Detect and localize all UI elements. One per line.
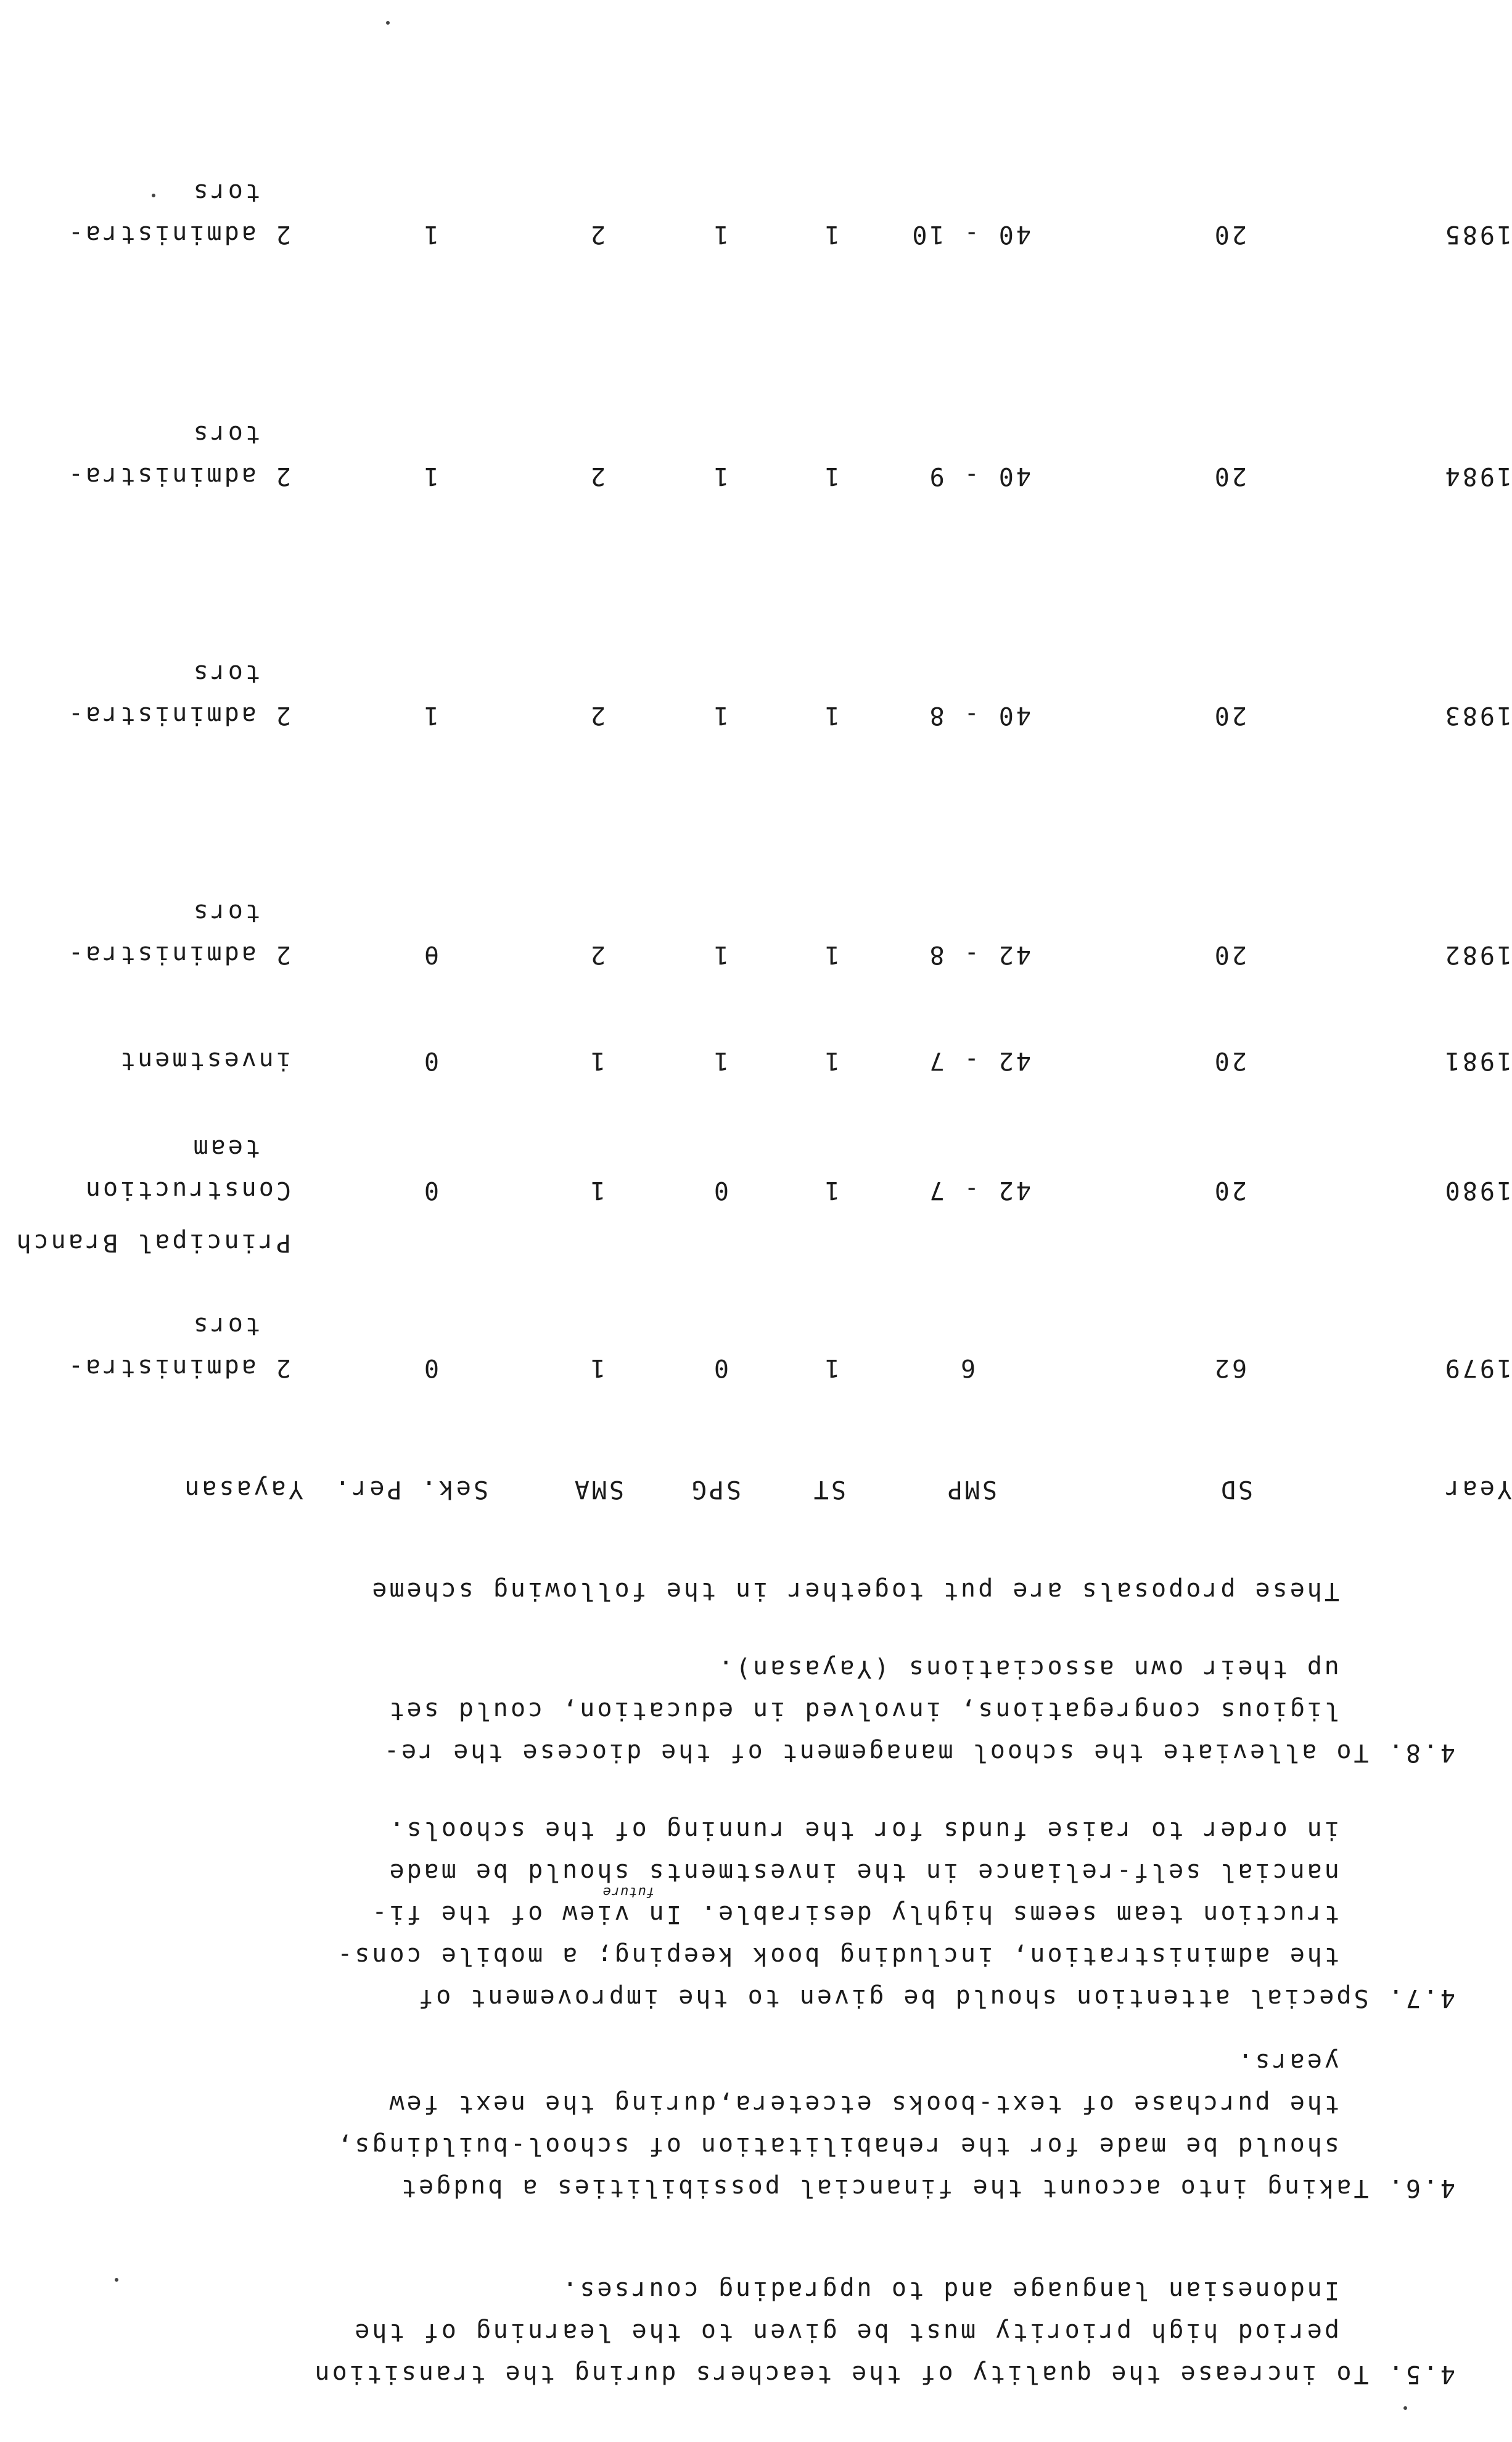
cell-spg: 1 (711, 701, 729, 730)
cell-sek-per: θ (421, 940, 439, 969)
cell-yayasan: Construction (83, 1176, 291, 1204)
cell-st: 1 (822, 701, 840, 730)
text-line: Indonesian language and to upgrading courses. (560, 2276, 1339, 2304)
col-header-sd: SD (1218, 1475, 1253, 1503)
cell-sma: 2 (588, 220, 606, 249)
text-line: ligious congregations, involved in education, could set (387, 1696, 1339, 1725)
cell-yayasan: 2 administra- (65, 220, 291, 249)
text-line: period high priority must be given to the learning of the (352, 2318, 1339, 2346)
cell-sd: 20 (1212, 701, 1247, 730)
cell-year: 1980 (1442, 1176, 1512, 1204)
cell-sek-per: 0 (421, 1354, 439, 1382)
cell-spg: 1 (711, 940, 729, 969)
cell-smp: 42 - 7 (927, 1046, 1031, 1075)
col-header-year: Year (1442, 1475, 1512, 1503)
text-line: in order to raise funds for the running of the schools. (387, 1816, 1339, 1844)
text-line: years. (1235, 2048, 1339, 2076)
cell-sd: 20 (1212, 462, 1247, 490)
cell-yayasan: 2 administra- (65, 701, 291, 730)
cell-st: 1 (822, 940, 840, 969)
cell-sd: 20 (1212, 1046, 1247, 1075)
cell-smp: 6 (958, 1354, 976, 1382)
cell-st: 1 (822, 1046, 840, 1075)
cell-sek-per: 1 (421, 701, 439, 730)
cell-year: 1983 (1442, 701, 1512, 730)
cell-yayasan-cont: tors (191, 1312, 260, 1340)
cell-year: 1979 (1442, 1354, 1512, 1382)
principal-branch-label: Principal Branch (14, 1228, 291, 1257)
text-line: truction team seems highly desirable. In view of the fi- (369, 1900, 1339, 1928)
cell-yayasan-cont: team (191, 1134, 260, 1162)
cell-yayasan-cont: tors (191, 898, 260, 927)
cell-spg: 1 (711, 1046, 729, 1075)
cell-st: 1 (822, 1354, 840, 1382)
cell-yayasan: 2 administra- (65, 940, 291, 969)
text-line: 4.6. Taking into account the financial possibilities a budget (398, 2174, 1455, 2202)
cell-spg: 0 (711, 1176, 729, 1204)
cell-yayasan-cont: tors (191, 178, 260, 207)
cell-year: 1984 (1442, 462, 1512, 490)
col-header-smp: SMP (945, 1475, 997, 1503)
cell-sek-per: 0 (421, 1176, 439, 1204)
cell-sek-per: 1 (421, 220, 439, 249)
scan-speck (1403, 2406, 1407, 2410)
cell-smp: 40 - 9 (927, 462, 1031, 490)
scan-speck (115, 2278, 118, 2282)
text-line: up their own associations (Yayasan). (716, 1655, 1339, 1683)
cell-sd: 62 (1212, 1354, 1247, 1382)
handwritten-insertion: future (602, 1884, 655, 1899)
cell-sma: 1 (588, 1046, 606, 1075)
cell-spg: 1 (711, 462, 729, 490)
text-line: nancial self-reliance in the investments should be made (387, 1858, 1339, 1886)
cell-year: 1985 (1442, 220, 1512, 249)
cell-sek-per: 0 (421, 1046, 439, 1075)
cell-st: 1 (822, 220, 840, 249)
cell-smp: 42 - 8 (927, 940, 1031, 969)
text-line: 4.7. Special attention should be given to the improvement of (416, 1984, 1455, 2012)
cell-yayasan-cont: tors (191, 659, 260, 688)
cell-yayasan: 2 administra- (65, 462, 291, 490)
scan-speck (152, 194, 155, 197)
col-header-yayasan: Yayasan (182, 1475, 303, 1503)
cell-yayasan-cont: tors (191, 420, 260, 448)
col-header-st: ST (811, 1475, 846, 1503)
col-header-sma: SMA (572, 1475, 624, 1503)
cell-spg: 1 (711, 220, 729, 249)
cell-sma: 2 (588, 462, 606, 490)
cell-st: 1 (822, 462, 840, 490)
cell-smp: 40 - 10 (910, 220, 1031, 249)
text-line: 4.5. To increase the quality of the teachers during the transition (312, 2360, 1455, 2388)
cell-year: 1981 (1442, 1046, 1512, 1075)
col-header-sek-per: Sek. Per. (332, 1475, 488, 1503)
cell-smp: 40 - 8 (927, 701, 1031, 730)
text-line: 4.8. To alleviate the school management of the diocese the re- (381, 1738, 1455, 1767)
scheme-intro: These proposals are put together in the following scheme (369, 1577, 1339, 1605)
text-line: should be made for the rehabilitation of school-buildings, (335, 2132, 1339, 2160)
cell-sek-per: 1 (421, 462, 439, 490)
cell-year: 1982 (1442, 940, 1512, 969)
cell-yayasan: 2 administra- (65, 1354, 291, 1382)
cell-sma: 1 (588, 1354, 606, 1382)
cell-sd: 20 (1212, 220, 1247, 249)
col-header-spg: SPG (689, 1475, 741, 1503)
cell-sma: 1 (588, 1176, 606, 1204)
scan-speck (386, 21, 390, 25)
cell-spg: 0 (711, 1354, 729, 1382)
cell-smp: 42 - 7 (927, 1176, 1031, 1204)
cell-sd: 20 (1212, 940, 1247, 969)
cell-sd: 20 (1212, 1176, 1247, 1204)
text-line: the administration, including book keeping; a mobile cons- (335, 1942, 1339, 1970)
text-line: the purchase of text-books etcetera,during the next few (387, 2090, 1339, 2118)
cell-sma: 2 (588, 701, 606, 730)
cell-yayasan: investment (118, 1046, 291, 1075)
cell-st: 1 (822, 1176, 840, 1204)
cell-sma: 2 (588, 940, 606, 969)
